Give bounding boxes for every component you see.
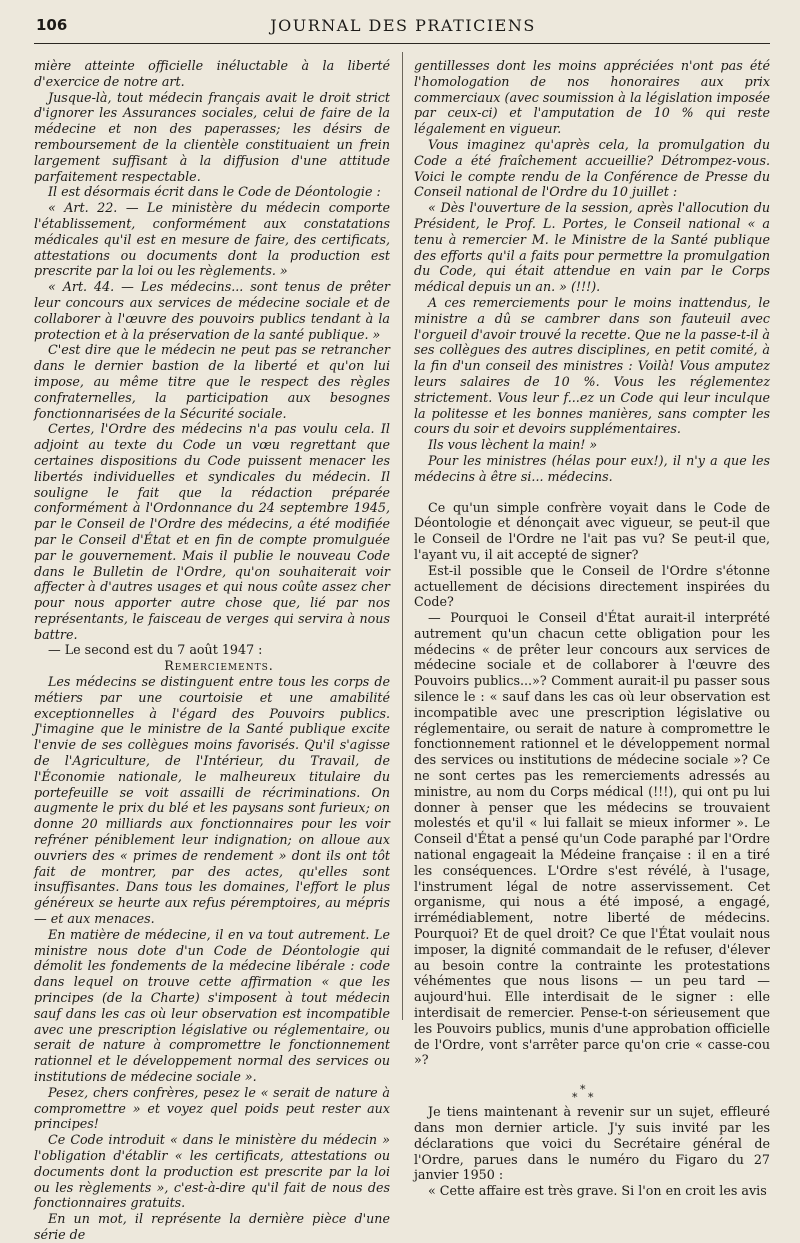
right-column-bottom [414, 500, 770, 1069]
paragraph: C'est dire que le médecin ne peut pas se retrancher dans le dernier bastion de la liberté et qu'on lui impose, au même titre que le respect des règles confraternelles, la participation aux besognes fonctionnarisées de la Sécurité sociale. [34, 342, 390, 421]
paragraph: Est-il possible que le Conseil de l'Ordre s'étonne actuellement de décisions directement inspirées du Code? [414, 562, 770, 610]
paragraph: Ce qu'un simple confrère voyait dans le Code de Déontologie et dénonçait avec vigueur, se peut-il que le Conseil de l'Ordre ne l'ait pas vu? Se peut-il que, l'ayant vu, il ait accepté de signer? [414, 499, 770, 562]
asterism-separator [414, 1068, 770, 1104]
journal-title: JOURNAL DES PRATICIENS [270, 16, 536, 35]
page-number: 106 [36, 16, 68, 34]
right-column-top [414, 58, 770, 485]
paragraph: Je tiens maintenant à revenir sur un sujet, effleuré dans mon dernier article. J'y suis invité par les déclarations que voici du Secrétaire général de l'Ordre, parues dans le numéro du Figaro du 27 janvier 1950 : [414, 1104, 770, 1183]
paragraph: « Art. 44. — Les médecins... sont tenus de prêter leur concours aux services de médecine sociale et de collaborer à l'œuvre des pouvoirs publics tendant à la protection et à la préservation de la santé publique. » [34, 279, 390, 342]
paragraph: Jusque-là, tout médecin français avait le droit strict d'ignorer les Assurances sociales, celui de faire de la médecine et non des paperasses; les désirs de remboursement de la clientèle constituaient un frein largement suffisant à la diffusion d'une attitude parfaitement respectable. [34, 89, 390, 184]
right-column-end [414, 1104, 770, 1199]
paragraph: Ils vous lèchent la main! » [428, 437, 598, 453]
paragraph: Certes, l'Ordre des médecins n'a pas voulu cela. Il adjoint au texte du Code un vœu regrettant que certaines dispositions du Code puissent menacer les libertés individuelles et syndicales du médecin. Il souligne le fait que la rédaction préparée conformément à l'Ordonnance du 24 septembre 1945, par le Conseil de l'Ordre des médecins, a été modifiée par le Conseil d'État et en fin de compte promulguée par le gouvernement. Mais il publie le nouveau Code dans le Bulletin de l'Ordre, qu'on souhaiterait voir affecter à d'autres usages et qui nous coûte assez cher pour nous apporter autre chose que, lié par nos représentants, le faisceau de verges qui servira à nous battre. [34, 421, 390, 642]
section-gap [414, 485, 770, 500]
page-header [36, 14, 770, 42]
section-heading: Remerciements. [164, 658, 274, 674]
paragraph: A ces remerciements pour le moins inattendus, le ministre a dû se cambrer dans son fauteuil avec l'orgueil d'avoir trouvé la recette. Que ne la passe-t-il à ses collègues des autres disciplines, en petit comité, à la fin d'un conseil des ministres : Voilà! Vous amputez leurs salaires de 10 %. Vous les réglementez strictement. Vous leur f...ez un Code qui leur inculque la politesse et les bonnes manières, sans compter les cours du soir et devoirs supplémentaires. [414, 294, 770, 437]
right-column [414, 58, 770, 1199]
paragraph: Les médecins se distinguent entre tous les corps de métiers par une courtoisie et une amabilité exceptionnelles à l'égard des Pouvoirs publics. J'imagine que le ministre de la Santé publique excite l'envie de ses collègues moins favorisés. Qu'il s'agisse de l'Agriculture, de l'Intérieur, du Travail, de l'Économie nationale, le malheureux titulaire du portefeuille se voit assailli de récriminations. On augmente le prix du blé et les paysans sont furieux; on donne 20 milliards aux fonctionnaires pour les voir refréner péniblement leur indignation; on alloue aux ouvriers des « primes de rendement » dont ils ont tôt fait de montrer, par des actes, qu'elles sont insuffisantes. Dans tous les domaines, l'effort le plus généreux se heurte aux refus péremptoires, au mépris — et aux menaces. [34, 674, 390, 927]
paragraph: En matière de médecine, il en va tout autrement. Le ministre nous dote d'un Code de Déontologie qui démolit les fondements de la médecine libérale : code dans lequel on trouve cette affirmation « que les principes (de la Charte) s'imposent à tout médecin sauf dans les cas où leur observation est incompatible avec une prescription législative ou réglementaire, ou serait de nature à compromettre le fonctionnement rationnel et le développement normal des services ou institutions de médecine sociale ». [34, 926, 390, 1084]
asterism-star: * [580, 1083, 586, 1097]
paragraph: mière atteinte officielle inéluctable à la liberté d'exercice de notre art. [34, 58, 390, 89]
paragraph: « Dès l'ouverture de la session, après l'allocution du Président, le Prof. L. Portes, le Conseil national « a tenu à remercier M. le Ministre de la Santé publique des efforts qu'il a faits pour permettre la promulgation du Code, qui était attendue en vain par le Corps médical depuis un an. » (!!!). [414, 200, 770, 295]
paragraph: Vous imaginez qu'après cela, la promulgation du Code a été fraîchement accueillie? Détrompez-vous. Voici le compte rendu de la Conférence de Presse du Conseil national de l'Ordre du 10 juillet : [414, 136, 770, 200]
left-column [34, 58, 390, 1243]
paragraph: — Le second est du 7 août 1947 : [48, 642, 263, 658]
asterism-star: * [572, 1091, 578, 1105]
paragraph: gentillesses dont les moins appréciées n'ont pas été l'homologation de nos honoraires aux prix commerciaux (avec soumission à la législation imposée par ceux-ci) et l'amputation de 10 % qui reste légalement en vigueur. [414, 58, 770, 137]
paragraph: En un mot, il représente la dernière pièce d'une série de [34, 1211, 390, 1242]
paragraph: Pour les ministres (hélas pour eux!), il n'y a que les médecins à être si... médecins. [414, 452, 770, 484]
paragraph: — Pourquoi le Conseil d'État aurait-il interprété autrement qu'un chacun cette obligation pour les médecins « de prêter leur concours aux services de médecine sociale et de collaborer à l'œuvre des Pouvoirs publics...»? Comment aurait-il pu passer sous silence le : « sauf dans les cas où leur observation est incompatible avec une prescription législative ou réglementaire, ou serait de nature à compromettre le fonctionnement rationnel et le développement normal des services ou institutions de médecine sociale »? Ce ne sont certes pas les remerciements adressés au ministre, au nom du Corps médical (!!!), qui ont pu lui donner à penser que les médecins se trouvaient molestés et qu'il « lui fallait se mieux informer ». Le Conseil d'État a pensé qu'un Code paraphé par l'Ordre national engageait la Médeine française : il en a tiré les conséquences. L'Ordre s'est révélé, à l'usage, l'instrument légal de notre asservissement. Cet organisme, qui nous a été imposé, a engagé, irrémédiablement, notre liberté de médecins. Pourquoi? Et de quel droit? Ce que l'État voulait nous imposer, la dignité commandait de le refuser, d'élever au besoin contre la contrainte les protestations véhémentes que nous lisons — un peu tard — aujourd'hui. Elle interdisait de le signer : elle interdisait de remercier. Pense-t-on sérieusement que les Pouvoirs publics, munis d'une approbation officielle de l'Ordre, vont s'arrêter parce qu'on crie « casse-cou »? [414, 610, 770, 1068]
paragraph: Il est désormais écrit dans le Code de Déontologie : [48, 184, 381, 200]
paragraph: « Cette affaire est très grave. Si l'on en croit les avis [428, 1183, 767, 1199]
paragraph: Ce Code introduit « dans le ministère du médecin » l'obligation d'établir « les certificats, attestations ou documents dont la production est prescrite par la loi ou les règlements », c'est-à-dire qu'il fait de nous des fonctionnaires gratuits. [34, 1132, 390, 1211]
header-rule [34, 43, 770, 44]
asterism-star: * [588, 1091, 594, 1105]
paragraph: Pesez, chers confrères, pesez le « serait de nature à compromettre » et voyez quel poids peut rester aux principes! [34, 1084, 390, 1132]
column-divider [402, 52, 403, 1020]
paragraph: « Art. 22. — Le ministère du médecin comporte l'établissement, conformément aux constatations médicales qu'il est en mesure de faire, des certificats, attestations ou documents dont la production est prescrite par la loi ou les règlements. » [34, 200, 390, 279]
